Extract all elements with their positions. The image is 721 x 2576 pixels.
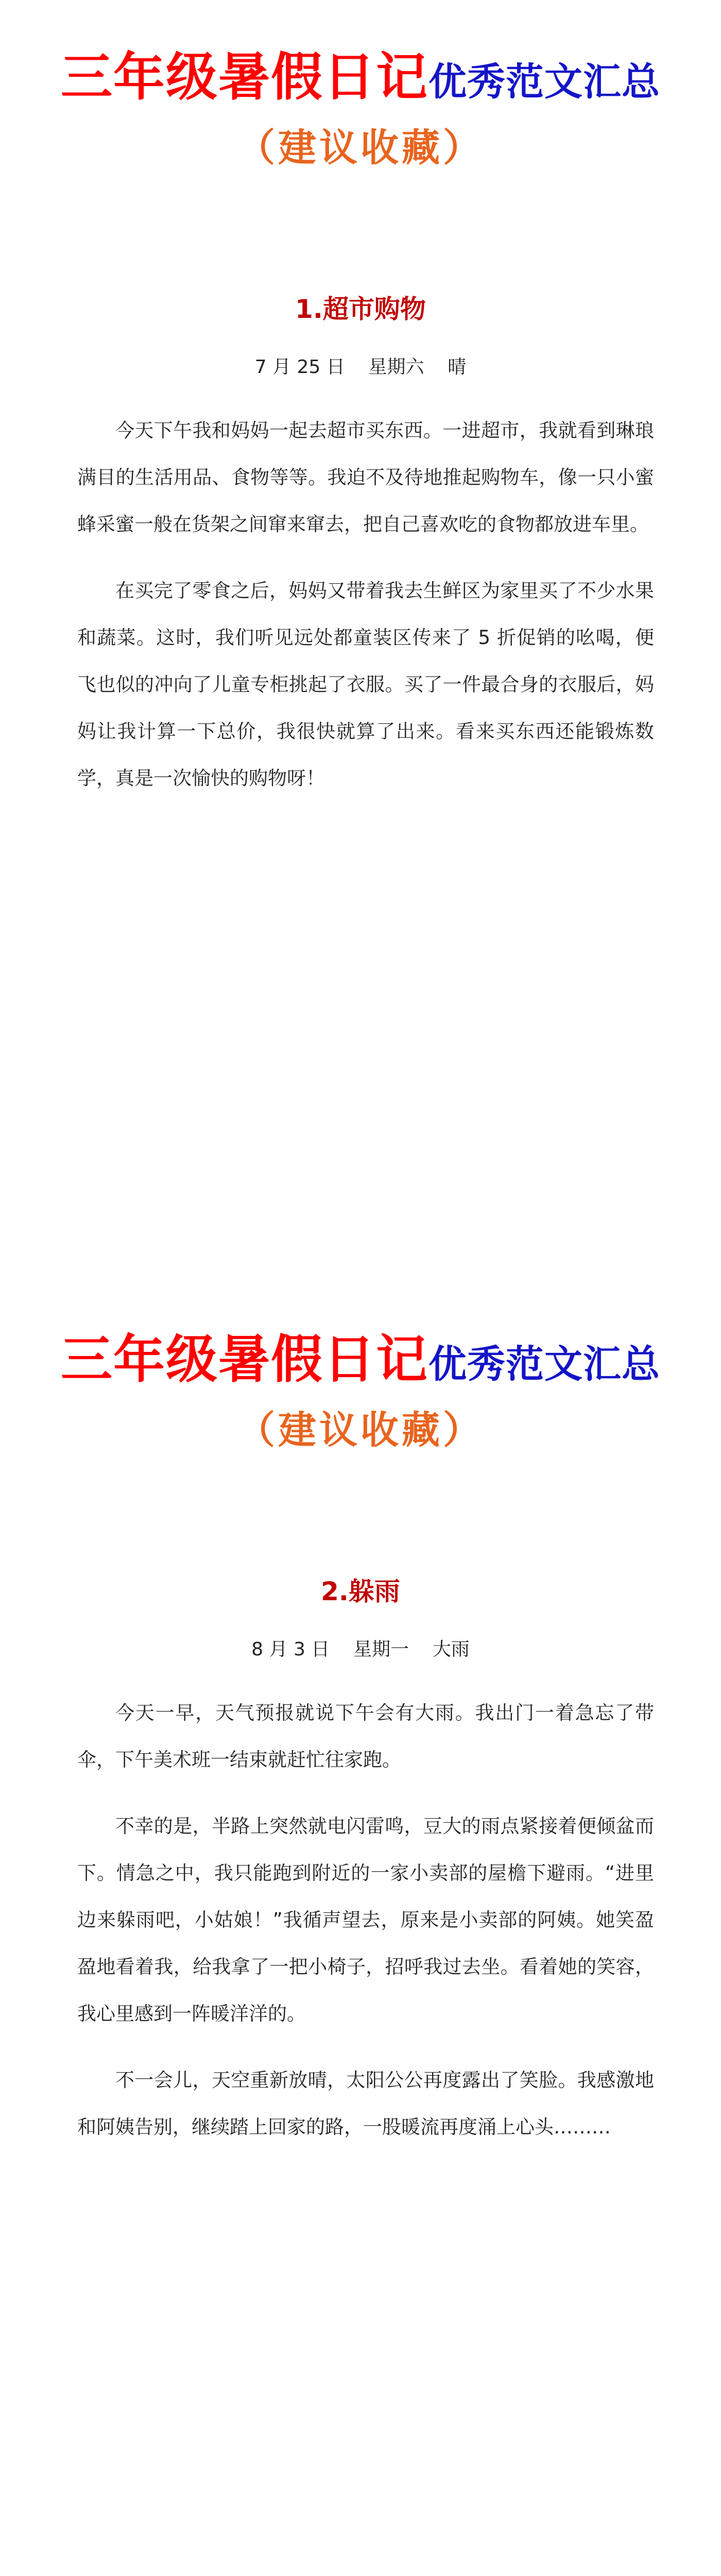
- diary-page-1: [0, 0, 721, 1282]
- title-suffix: 优秀范文汇总: [428, 1342, 660, 1386]
- page-subtitle: （建议收藏）: [237, 126, 484, 170]
- paragraph: 不幸的是，半路上突然就电闪雷鸣，豆大的雨点紧接着便倾盆而下。情急之中，我只能跑到附近的一家小卖部的屋檐下避雨。“进里边来躲雨吧，小姑娘！”我循声望去，原来是小卖部的阿姨。她笑盈盈地看着我，给我拿了一把小椅子，招呼我过去坐。看着她的笑容，我心里感到一阵暖洋洋的。: [77, 1815, 654, 2025]
- paragraph: 不一会儿，天空重新放晴，太阳公公再度露出了笑脸。我感激地和阿姨告别，继续踏上回家的路，一股暖流再度涌上心头………: [77, 2069, 654, 2138]
- title-main: 三年级暑假日记: [61, 47, 428, 107]
- page-title: [0, 1329, 721, 1389]
- entry-date: 7 月 25 日 星期六 晴: [254, 357, 467, 378]
- paragraph: 今天一早，天气预报就说下午会有大雨。我出门一着急忘了带伞，下午美术班一结束就赶忙往家跑。: [77, 1702, 654, 1771]
- page-title: [0, 47, 721, 107]
- entry-body: [77, 1689, 654, 2170]
- page-subtitle: （建议收藏）: [237, 1408, 484, 1452]
- diary-page-2: [0, 1282, 721, 2565]
- diary-page-3: [0, 2565, 721, 2576]
- paragraph: 今天下午我和妈妈一起去超市买东西。一进超市，我就看到琳琅满目的生活用品、食物等等。我迫不及待地推起购物车，像一只小蜜蜂采蜜一般在货架之间窜来窜去，把自己喜欢吃的食物都放进车里。: [77, 419, 654, 535]
- entry-body: [77, 407, 654, 821]
- entry-date: 8 月 3 日 星期一 大雨: [251, 1639, 470, 1660]
- title-main: 三年级暑假日记: [61, 1329, 428, 1389]
- entry-title: 1.超市购物: [295, 294, 426, 324]
- paragraph: 在买完了零食之后，妈妈又带着我去生鲜区为家里买了不少水果和蔬菜。这时，我们听见远处都童装区传来了 5 折促销的吆喝，便飞也似的冲向了儿童专柜挑起了衣服。买了一件最合身的衣服后，妈妈让我计算一下总价，我很快就算了出来。看来买东西还能锻炼数学，真是一次愉快的购物呀！: [77, 580, 654, 789]
- title-suffix: 优秀范文汇总: [428, 60, 660, 104]
- entry-title: 2.躲雨: [321, 1577, 400, 1606]
